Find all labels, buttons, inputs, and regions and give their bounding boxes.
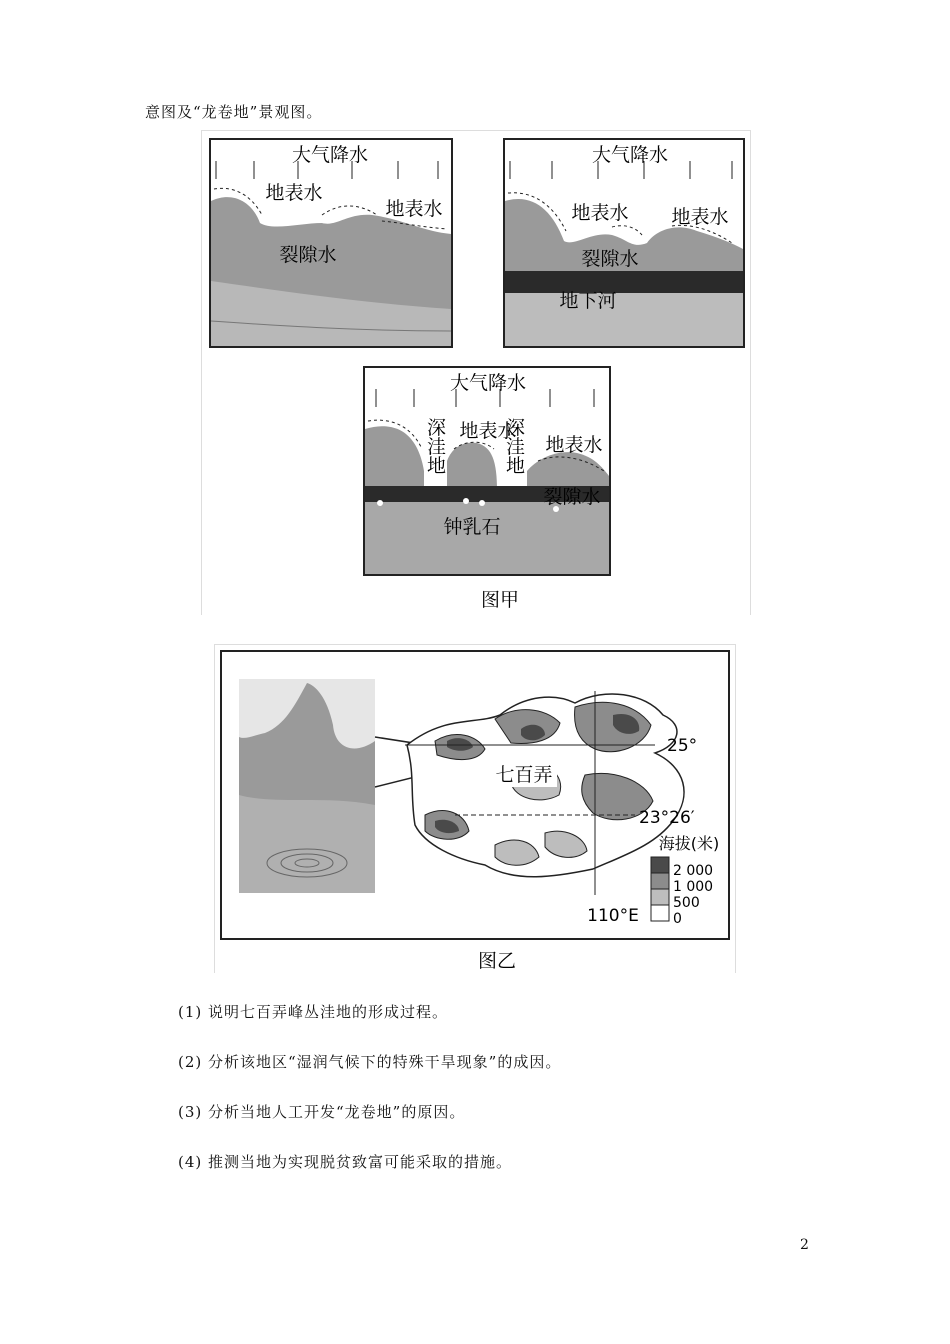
legend-swatch-2 [651, 873, 669, 889]
panel-2 [504, 139, 744, 347]
panel-1 [210, 139, 452, 347]
landscape-photo [239, 679, 375, 893]
elevation-legend [651, 857, 669, 921]
legend-title: 海拔(米) [658, 834, 720, 853]
legend-value-4: 0 [673, 911, 682, 927]
figure-b-caption: 图乙 [477, 950, 517, 972]
intro-text: 意图及“龙卷地”景观图。 [145, 103, 323, 121]
legend-swatch-4 [651, 905, 669, 921]
question-4: (4) 推测当地为实现脱贫致富可能采取的措施。 [178, 1153, 513, 1171]
lat-25-label: 25° [667, 736, 698, 756]
panel3-stalactite-label: 钟乳石 [443, 516, 501, 538]
lat-23-label: 23°26′ [639, 808, 695, 828]
panel1-surface1-label: 地表水 [265, 182, 323, 204]
legend-swatch-1 [651, 857, 669, 873]
question-3: (3) 分析当地人工开发“龙卷地”的原因。 [178, 1103, 466, 1121]
lon-110-label: 110°E [587, 906, 639, 926]
place-label: 七百弄 [495, 764, 553, 786]
question-1: (1) 说明七百弄峰丛洼地的形成过程。 [178, 1003, 449, 1021]
panel3-fissure-label: 裂隙水 [543, 486, 601, 508]
figure-a-caption: 图甲 [480, 589, 520, 611]
figure-b [214, 644, 736, 973]
panel1-surface2-label: 地表水 [385, 198, 443, 220]
legend-swatch-3 [651, 889, 669, 905]
figure-a-illustration [202, 131, 750, 615]
legend-value-1: 2 000 [673, 863, 714, 879]
legend-value-3: 500 [673, 895, 700, 911]
panel3-depression1-label: 深洼地 [424, 417, 446, 475]
panel1-precip-label: 大气降水 [291, 144, 369, 166]
panel1-fissure-label: 裂隙水 [279, 244, 337, 266]
figure-b-illustration [215, 645, 735, 973]
legend-value-2: 1 000 [673, 879, 714, 895]
panel3-depression2-label: 深洼地 [503, 417, 525, 475]
panel2-surface1-label: 地表水 [571, 202, 629, 224]
panel3-precip-label: 大气降水 [449, 372, 527, 394]
panel2-surface2-label: 地表水 [671, 206, 729, 228]
question-2: (2) 分析该地区“湿润气候下的特殊干旱现象”的成因。 [178, 1053, 562, 1071]
panel-3 [364, 367, 610, 575]
panel3-surface2-label: 地表水 [545, 434, 603, 456]
page-number: 2 [800, 1237, 809, 1253]
panel2-river-label: 地下河 [559, 290, 617, 312]
panel2-precip-label: 大气降水 [591, 144, 669, 166]
figure-a [201, 130, 751, 615]
panel3-surface1-label: 地表水 [459, 420, 517, 442]
panel2-fissure-label: 裂隙水 [581, 248, 639, 270]
